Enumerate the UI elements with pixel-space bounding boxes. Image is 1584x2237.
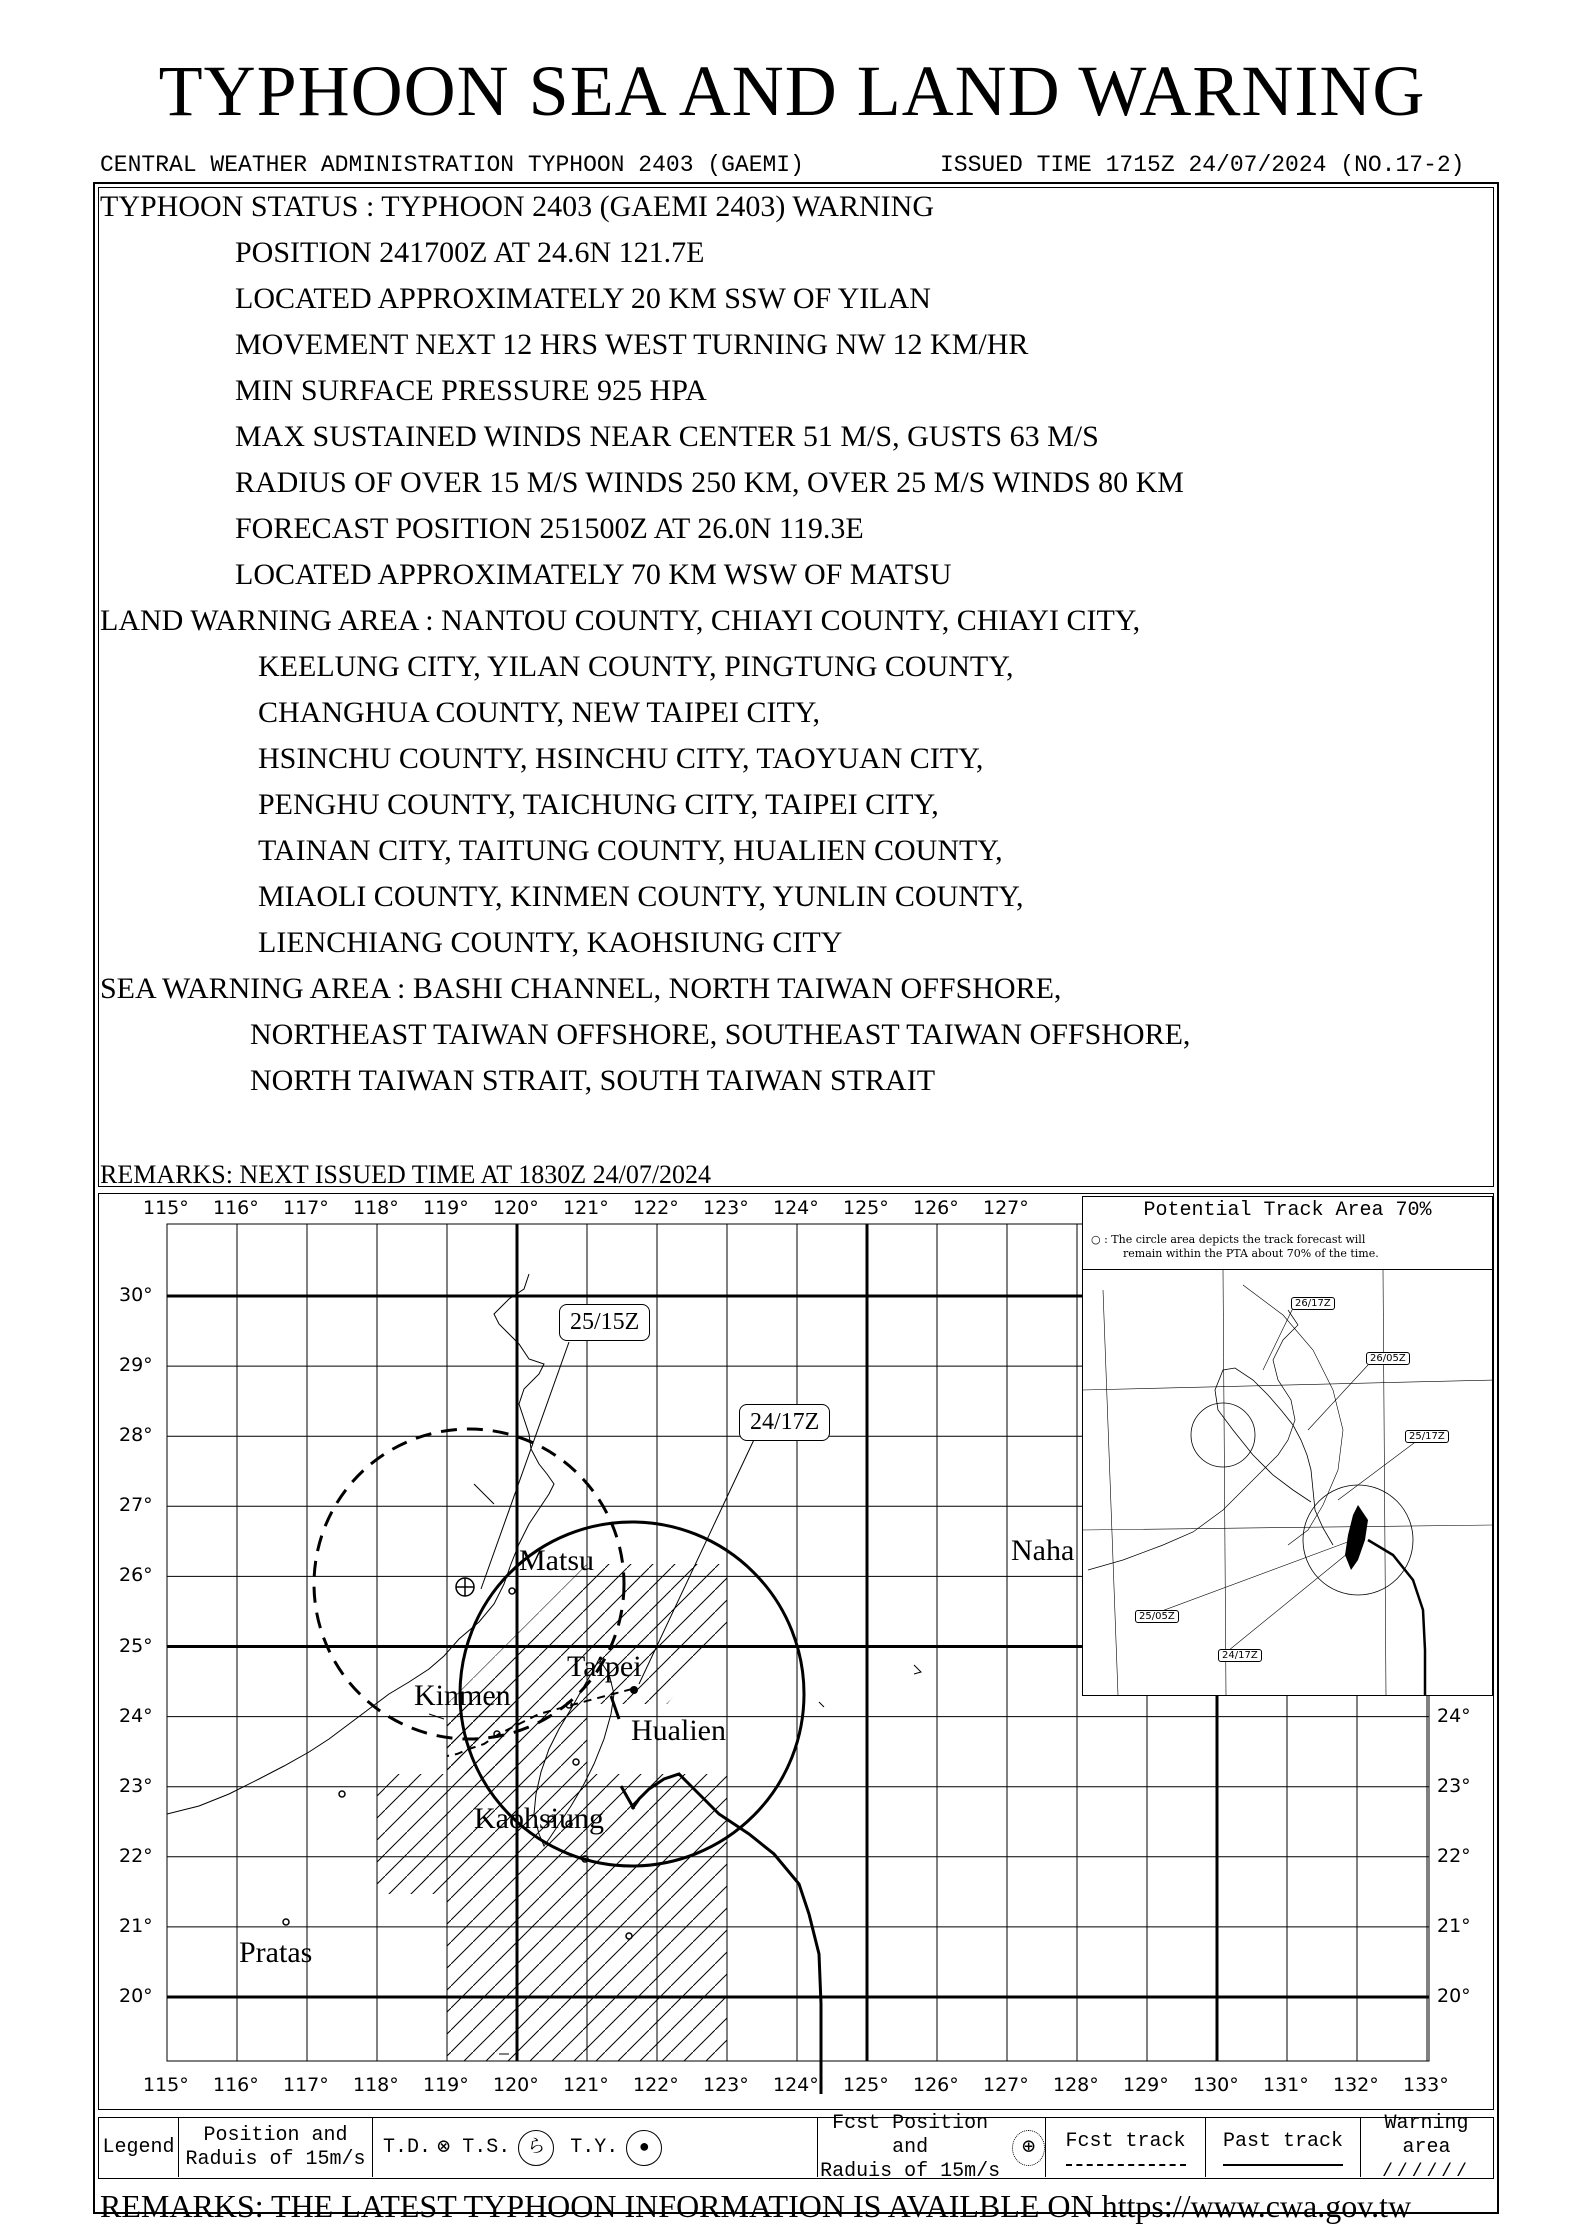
land-warning-line: LIENCHIANG COUNTY, KAOHSIUNG CITY bbox=[258, 926, 843, 959]
pta-inset bbox=[1082, 1196, 1493, 1696]
lon-label-top: 122° bbox=[633, 1197, 679, 1219]
land-warning-line: CHANGHUA COUNTY, NEW TAIPEI CITY, bbox=[258, 696, 821, 729]
lat-label-right: 24° bbox=[1437, 1704, 1471, 1727]
lat-label-left: 25° bbox=[119, 1634, 153, 1657]
lon-label-bottom: 116° bbox=[213, 2074, 259, 2096]
lon-label-bottom: 132° bbox=[1333, 2074, 1379, 2096]
legend-text: Position and bbox=[203, 2123, 348, 2147]
lon-label-bottom: 123° bbox=[703, 2074, 749, 2096]
lon-label-bottom: 128° bbox=[1053, 2074, 1099, 2096]
legend-text: Past track bbox=[1222, 2129, 1344, 2153]
lon-label-bottom: 117° bbox=[283, 2074, 329, 2096]
status-detail: LOCATED APPROXIMATELY 20 KM SSW OF YILAN bbox=[235, 282, 931, 315]
lat-label-left: 22° bbox=[119, 1844, 153, 1867]
inset-label: 25/05Z bbox=[1135, 1610, 1179, 1623]
place-matsu: Matsu bbox=[519, 1544, 594, 1577]
lon-label-top: 116° bbox=[213, 1197, 259, 1219]
dashed-line-icon bbox=[1066, 2164, 1186, 2166]
lon-label-top: 127° bbox=[983, 1197, 1029, 1219]
inset-note: remain within the PTA about 70% of the time. bbox=[1123, 1247, 1379, 1260]
lon-label-top: 125° bbox=[843, 1197, 889, 1219]
place-pratas: Pratas bbox=[239, 1936, 313, 1969]
lon-label-bottom: 124° bbox=[773, 2074, 819, 2096]
hatch-icon: ////// bbox=[1382, 2161, 1471, 2182]
status-detail: MIN SURFACE PRESSURE 925 HPA bbox=[235, 374, 707, 407]
lon-label-bottom: 121° bbox=[563, 2074, 609, 2096]
ts-symbol-icon: ら bbox=[518, 2130, 554, 2166]
forecast-position-marker bbox=[456, 1578, 474, 1596]
status-detail: MAX SUSTAINED WINDS NEAR CENTER 51 M/S, GUSTS 63 M/S bbox=[235, 420, 1099, 453]
place-kinmen: Kinmen bbox=[414, 1679, 511, 1712]
legend-position-radius bbox=[179, 2118, 373, 2177]
status-line: TYPHOON STATUS : TYPHOON 2403 (GAEMI 2403) WARNING bbox=[100, 190, 934, 223]
lat-label-right: 23° bbox=[1437, 1774, 1471, 1797]
lon-label-top: 115° bbox=[143, 1197, 189, 1219]
typhoon-symbol bbox=[630, 1686, 638, 1694]
legend-bar bbox=[98, 2111, 1494, 2183]
lat-label-left: 26° bbox=[119, 1564, 153, 1587]
lat-label-left: 23° bbox=[119, 1774, 153, 1797]
lon-label-bottom: 131° bbox=[1263, 2074, 1309, 2096]
lon-label-bottom: 130° bbox=[1193, 2074, 1239, 2096]
lon-label-top: 118° bbox=[353, 1197, 399, 1219]
land-warning-line: HSINCHU COUNTY, HSINCHU CITY, TAOYUAN CITY, bbox=[258, 742, 984, 775]
inset-label: 26/05Z bbox=[1366, 1352, 1410, 1365]
lat-label-right: 22° bbox=[1437, 1844, 1471, 1867]
legend-fcst-track bbox=[1046, 2118, 1206, 2177]
lon-label-bottom: 133° bbox=[1403, 2074, 1449, 2096]
legend-past-track bbox=[1206, 2118, 1361, 2177]
sea-warning-line: NORTHEAST TAIWAN OFFSHORE, SOUTHEAST TAIWAN OFFSHORE, bbox=[250, 1018, 1191, 1051]
lon-label-bottom: 127° bbox=[983, 2074, 1029, 2096]
agency-line: CENTRAL WEATHER ADMINISTRATION TYPHOON 2403 (GAEMI) bbox=[100, 152, 804, 178]
lon-label-top: 126° bbox=[913, 1197, 959, 1219]
sea-warning-line: SEA WARNING AREA : BASHI CHANNEL, NORTH TAIWAN OFFSHORE, bbox=[100, 972, 1062, 1005]
lon-label-top: 117° bbox=[283, 1197, 329, 1219]
land-warning-line: KEELUNG CITY, YILAN COUNTY, PINGTUNG COUNTY, bbox=[258, 650, 1014, 683]
land-warning-line: PENGHU COUNTY, TAICHUNG CITY, TAIPEI CITY, bbox=[258, 788, 939, 821]
lon-label-bottom: 122° bbox=[633, 2074, 679, 2096]
legend-text: T.Y. bbox=[570, 2135, 619, 2159]
legend-label: Legend bbox=[99, 2118, 179, 2177]
lon-label-top: 120° bbox=[493, 1197, 539, 1219]
lat-label-left: 30° bbox=[119, 1284, 153, 1306]
lat-label-right: 21° bbox=[1437, 1914, 1471, 1937]
legend-text: Fcst Position and bbox=[832, 2111, 989, 2159]
status-detail: FORECAST POSITION 251500Z AT 26.0N 119.3E bbox=[235, 512, 864, 545]
issued-time: ISSUED TIME 1715Z 24/07/2024 (NO.17-2) bbox=[940, 152, 1465, 178]
legend-intensity bbox=[373, 2118, 818, 2177]
inset-map bbox=[1083, 1270, 1494, 1695]
inset-note: ○ : The circle area depicts the track forecast will bbox=[1091, 1233, 1366, 1246]
time-label-25-15z: 25/15Z bbox=[559, 1304, 650, 1341]
lon-label-bottom: 118° bbox=[353, 2074, 399, 2096]
lat-label-left: 29° bbox=[119, 1354, 153, 1377]
land-warning-line: MIAOLI COUNTY, KINMEN COUNTY, YUNLIN COUNTY, bbox=[258, 880, 1024, 913]
lat-label-left: 24° bbox=[119, 1704, 153, 1727]
legend-text: T.D. bbox=[383, 2135, 432, 2159]
inset-label: 24/17Z bbox=[1218, 1649, 1262, 1662]
inset-label: 26/17Z bbox=[1291, 1297, 1335, 1310]
lon-label-bottom: 126° bbox=[913, 2074, 959, 2096]
lon-label-top: 119° bbox=[423, 1197, 469, 1219]
lat-label-left: 28° bbox=[119, 1424, 153, 1447]
next-issue-remark: REMARKS: NEXT ISSUED TIME AT 1830Z 24/07/2024 bbox=[100, 1160, 712, 1189]
lat-label-left: 27° bbox=[119, 1494, 153, 1517]
inset-title: Potential Track Area 70% bbox=[1143, 1199, 1432, 1222]
sea-warning-line: NORTH TAIWAN STRAIT, SOUTH TAIWAN STRAIT bbox=[250, 1064, 936, 1097]
page-title: TYPHOON SEA AND LAND WARNING bbox=[158, 51, 1426, 131]
legend-warning-area bbox=[1361, 2111, 1492, 2182]
fcst-position-icon: ⊕ bbox=[1012, 2130, 1045, 2166]
legend-text: T.S. bbox=[462, 2135, 511, 2159]
lon-label-bottom: 115° bbox=[143, 2074, 189, 2096]
solid-line-icon bbox=[1223, 2164, 1343, 2166]
legend-fcst-position bbox=[818, 2111, 1046, 2183]
track-map bbox=[98, 1193, 1494, 2110]
lat-label-left: 20° bbox=[119, 1985, 153, 2007]
status-detail: LOCATED APPROXIMATELY 70 KM WSW OF MATSU bbox=[235, 558, 952, 591]
lon-label-top: 121° bbox=[563, 1197, 609, 1219]
status-detail: POSITION 241700Z AT 24.6N 121.7E bbox=[235, 236, 705, 269]
lat-label-right: 20° bbox=[1437, 1985, 1471, 2007]
land-warning-line: TAINAN CITY, TAITUNG COUNTY, HUALIEN COUNTY, bbox=[258, 834, 1003, 867]
inset-label: 25/17Z bbox=[1405, 1430, 1449, 1443]
ty-symbol-icon: ● bbox=[626, 2130, 662, 2166]
footer-remark: REMARKS: THE LATEST TYPHOON INFORMATION IS AVAILBLE ON https://www.cwa.gov.tw bbox=[100, 2188, 1412, 2224]
legend-text: Fcst track bbox=[1065, 2129, 1186, 2153]
td-symbol-icon: ⊗ bbox=[437, 2134, 451, 2160]
legend-text: Raduis of 15m/s bbox=[820, 2159, 1001, 2183]
time-label-24-17z: 24/17Z bbox=[739, 1404, 830, 1441]
place-kaohsiung: Kaohsiung bbox=[474, 1802, 604, 1835]
legend-text: Raduis of 15m/s bbox=[185, 2147, 366, 2171]
status-detail: MOVEMENT NEXT 12 HRS WEST TURNING NW 12 KM/HR bbox=[235, 328, 1029, 361]
place-taipei: Taipei bbox=[567, 1650, 642, 1683]
lon-label-bottom: 120° bbox=[493, 2074, 539, 2096]
lon-label-bottom: 119° bbox=[423, 2074, 469, 2096]
lon-label-bottom: 129° bbox=[1123, 2074, 1169, 2096]
lon-label-top: 123° bbox=[703, 1197, 749, 1219]
land-warning-line: LAND WARNING AREA : NANTOU COUNTY, CHIAYI COUNTY, CHIAYI CITY, bbox=[100, 604, 1141, 637]
place-hualien: Hualien bbox=[631, 1714, 726, 1747]
legend-text: Warning area bbox=[1384, 2111, 1469, 2159]
place-naha: Naha bbox=[1011, 1534, 1075, 1567]
status-detail: RADIUS OF OVER 15 M/S WINDS 250 KM, OVER 25 M/S WINDS 80 KM bbox=[235, 466, 1184, 499]
lon-label-bottom: 125° bbox=[843, 2074, 889, 2096]
lon-label-top: 124° bbox=[773, 1197, 819, 1219]
lat-label-left: 21° bbox=[119, 1914, 153, 1937]
